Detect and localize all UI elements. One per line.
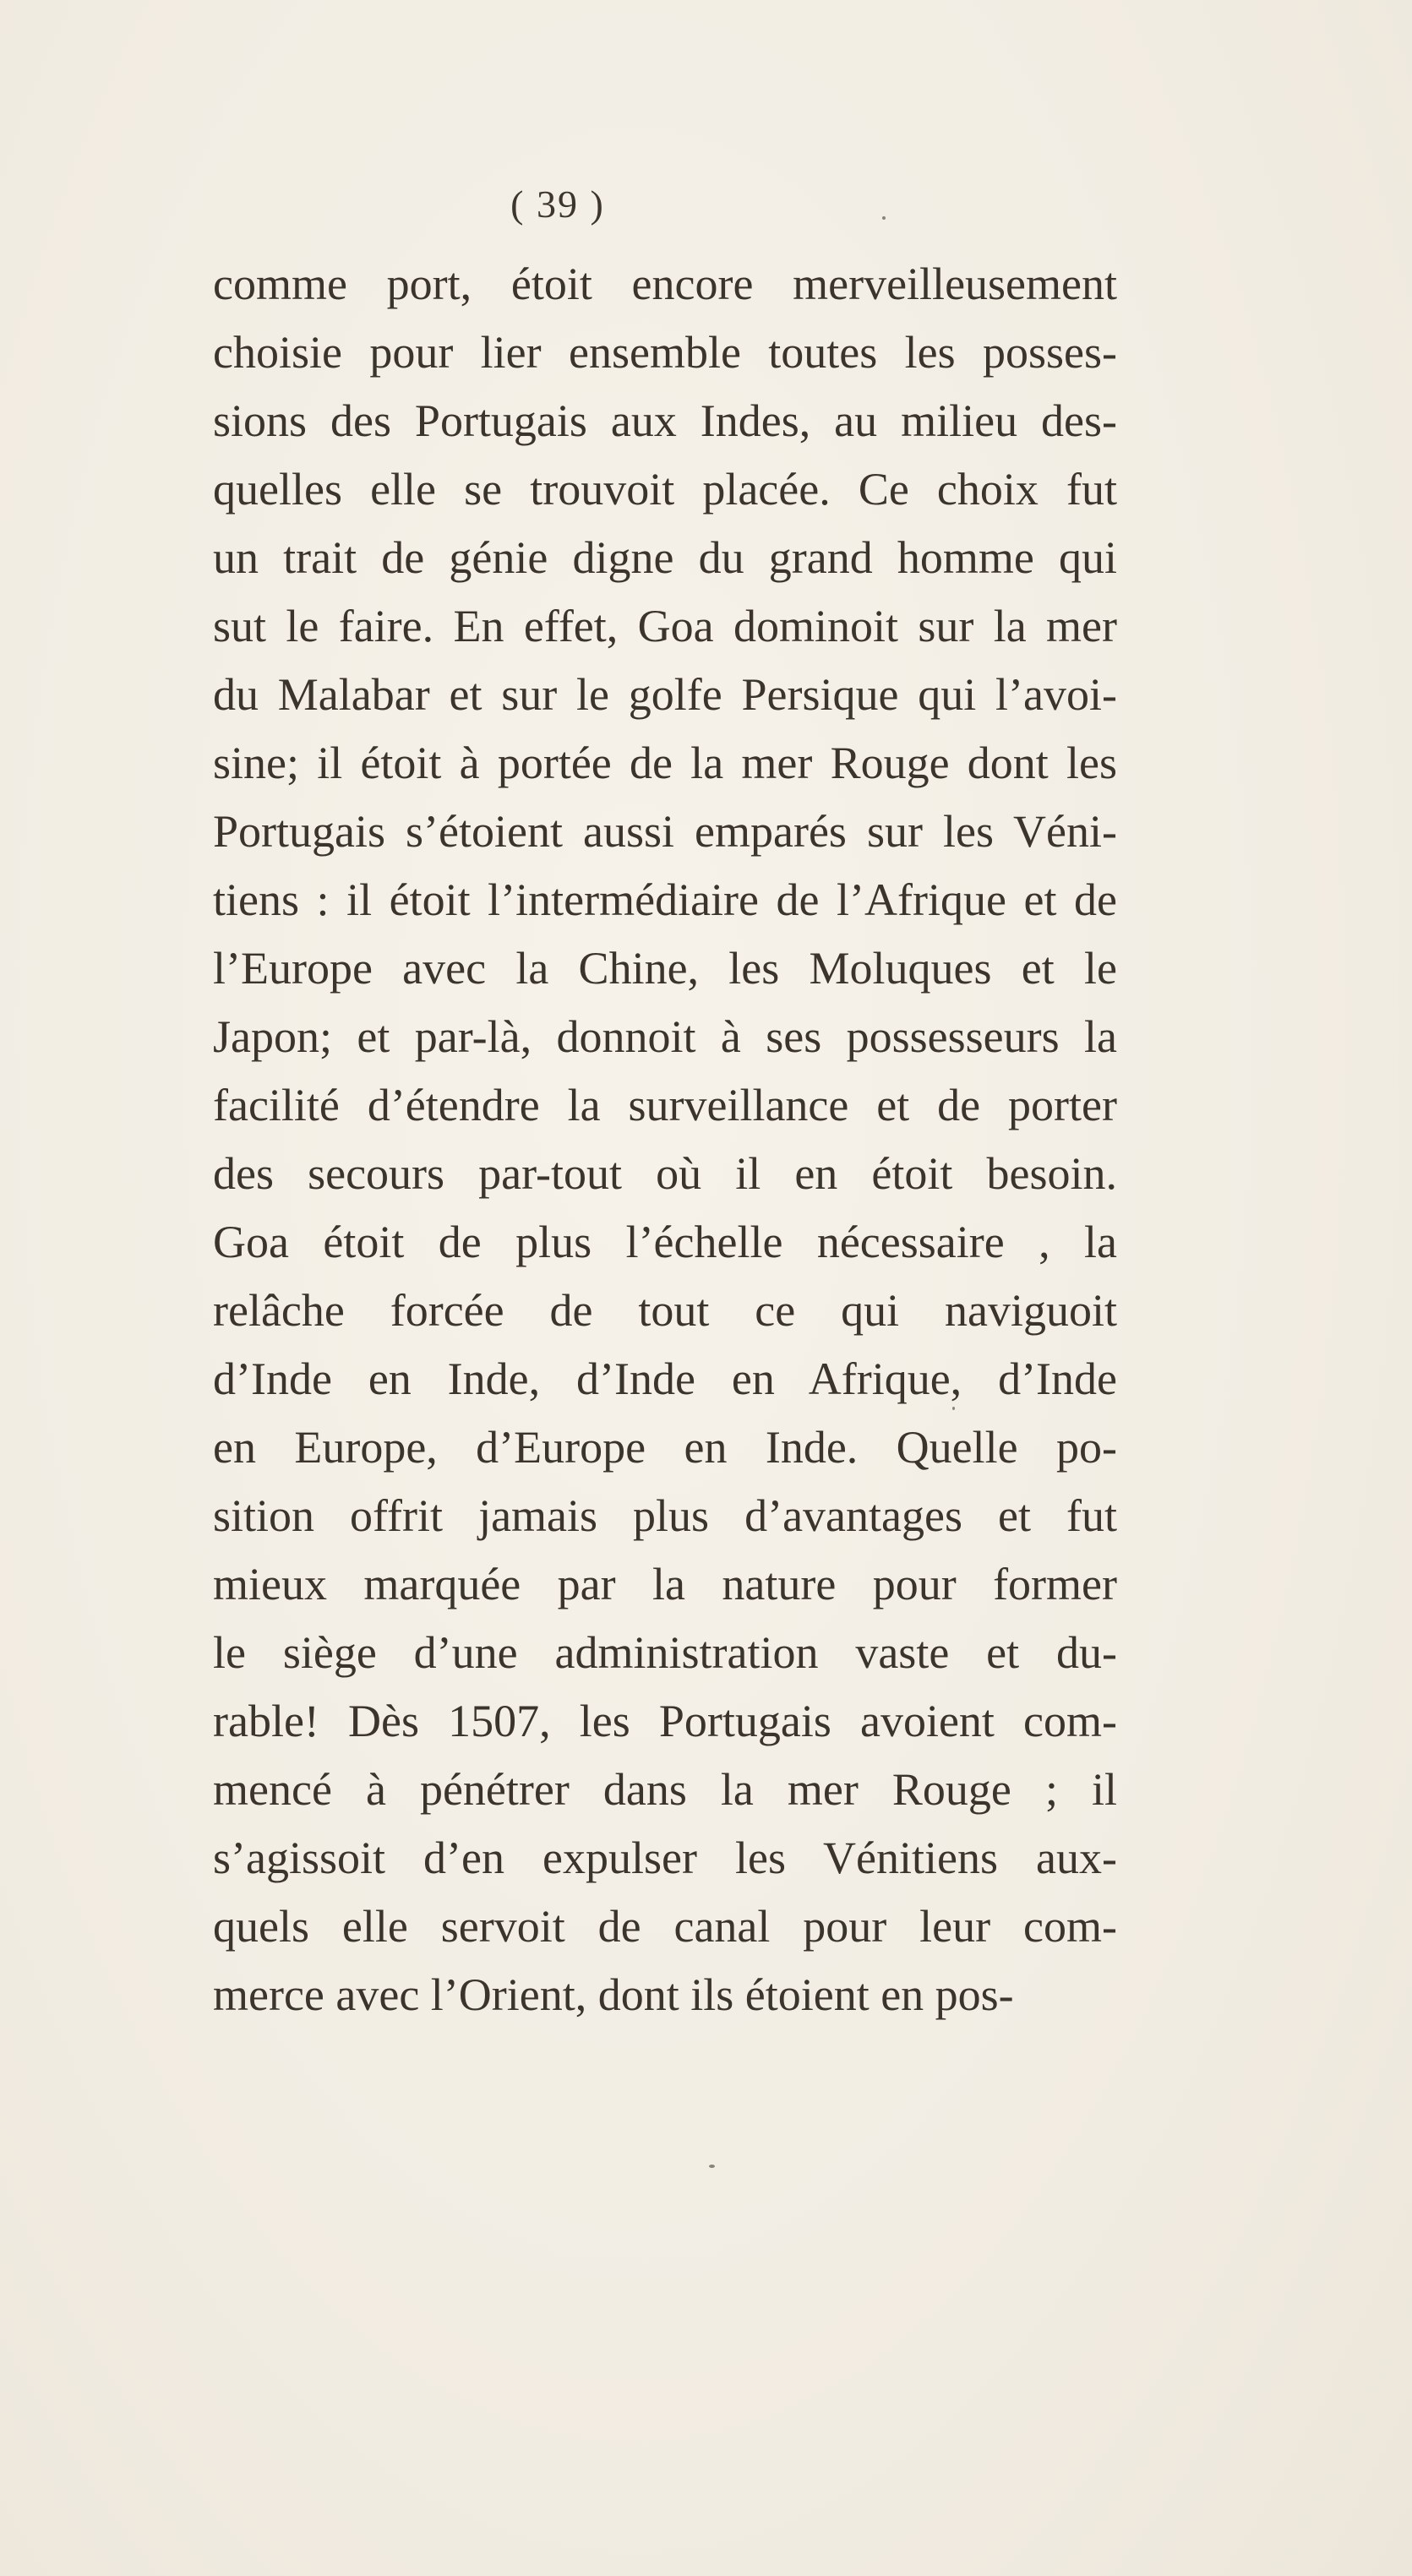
text-line: facilité d’étendre la surveillance et de porter xyxy=(213,1080,1117,1130)
text-line: l’Europe avec la Chine, les Moluques et le xyxy=(213,943,1117,994)
text-line: rable! Dès 1507, les Portugais avoient com- xyxy=(213,1696,1117,1746)
text-line: des secours par-tout où il en étoit besoin. xyxy=(213,1148,1117,1199)
text-line: Portugais s’étoient aussi emparés sur les Véni- xyxy=(213,806,1117,857)
text-line: un trait de génie digne du grand homme qui xyxy=(213,532,1117,583)
text-line: sition offrit jamais plus d’avantages et fut xyxy=(213,1490,1117,1541)
body-text xyxy=(213,250,1117,2029)
text-line: mencé à pénétrer dans la mer Rouge ; il xyxy=(213,1764,1117,1815)
text-line: le siège d’une administration vaste et du- xyxy=(213,1627,1117,1678)
text-line: choisie pour lier ensemble toutes les posses- xyxy=(213,327,1117,378)
page-number: ( 39 ) xyxy=(510,182,605,226)
paper-speck xyxy=(882,216,886,220)
paper-speck xyxy=(952,1407,955,1410)
text-line: tiens : il étoit l’intermédiaire de l’Afrique et de xyxy=(213,874,1117,925)
text-line: quels elle servoit de canal pour leur com- xyxy=(213,1901,1117,1952)
text-line: comme port, étoit encore merveilleusement xyxy=(213,259,1117,309)
text-line: d’Inde en Inde, d’Inde en Afrique, d’Inde xyxy=(213,1353,1117,1404)
text-line: du Malabar et sur le golfe Persique qui l’avoi- xyxy=(213,669,1117,720)
text-line: Goa étoit de plus l’échelle nécessaire , la xyxy=(213,1217,1117,1267)
text-line: sions des Portugais aux Indes, au milieu des- xyxy=(213,395,1117,446)
text-line: s’agissoit d’en expulser les Vénitiens aux- xyxy=(213,1833,1117,1883)
text-line: sine; il étoit à portée de la mer Rouge dont les xyxy=(213,738,1117,788)
text-line: en Europe, d’Europe en Inde. Quelle po- xyxy=(213,1422,1117,1473)
text-line: Japon; et par-là, donnoit à ses possesseurs la xyxy=(213,1011,1117,1062)
text-line: sut le faire. En effet, Goa dominoit sur la mer xyxy=(213,601,1117,651)
text-line: mieux marquée par la nature pour former xyxy=(213,1559,1117,1609)
paper-speck xyxy=(709,2165,715,2168)
text-line: quelles elle se trouvoit placée. Ce choix fut xyxy=(213,464,1117,515)
text-line: merce avec l’Orient, dont ils étoient en pos- xyxy=(213,1969,1014,2020)
text-line: relâche forcée de tout ce qui naviguoit xyxy=(213,1285,1117,1336)
